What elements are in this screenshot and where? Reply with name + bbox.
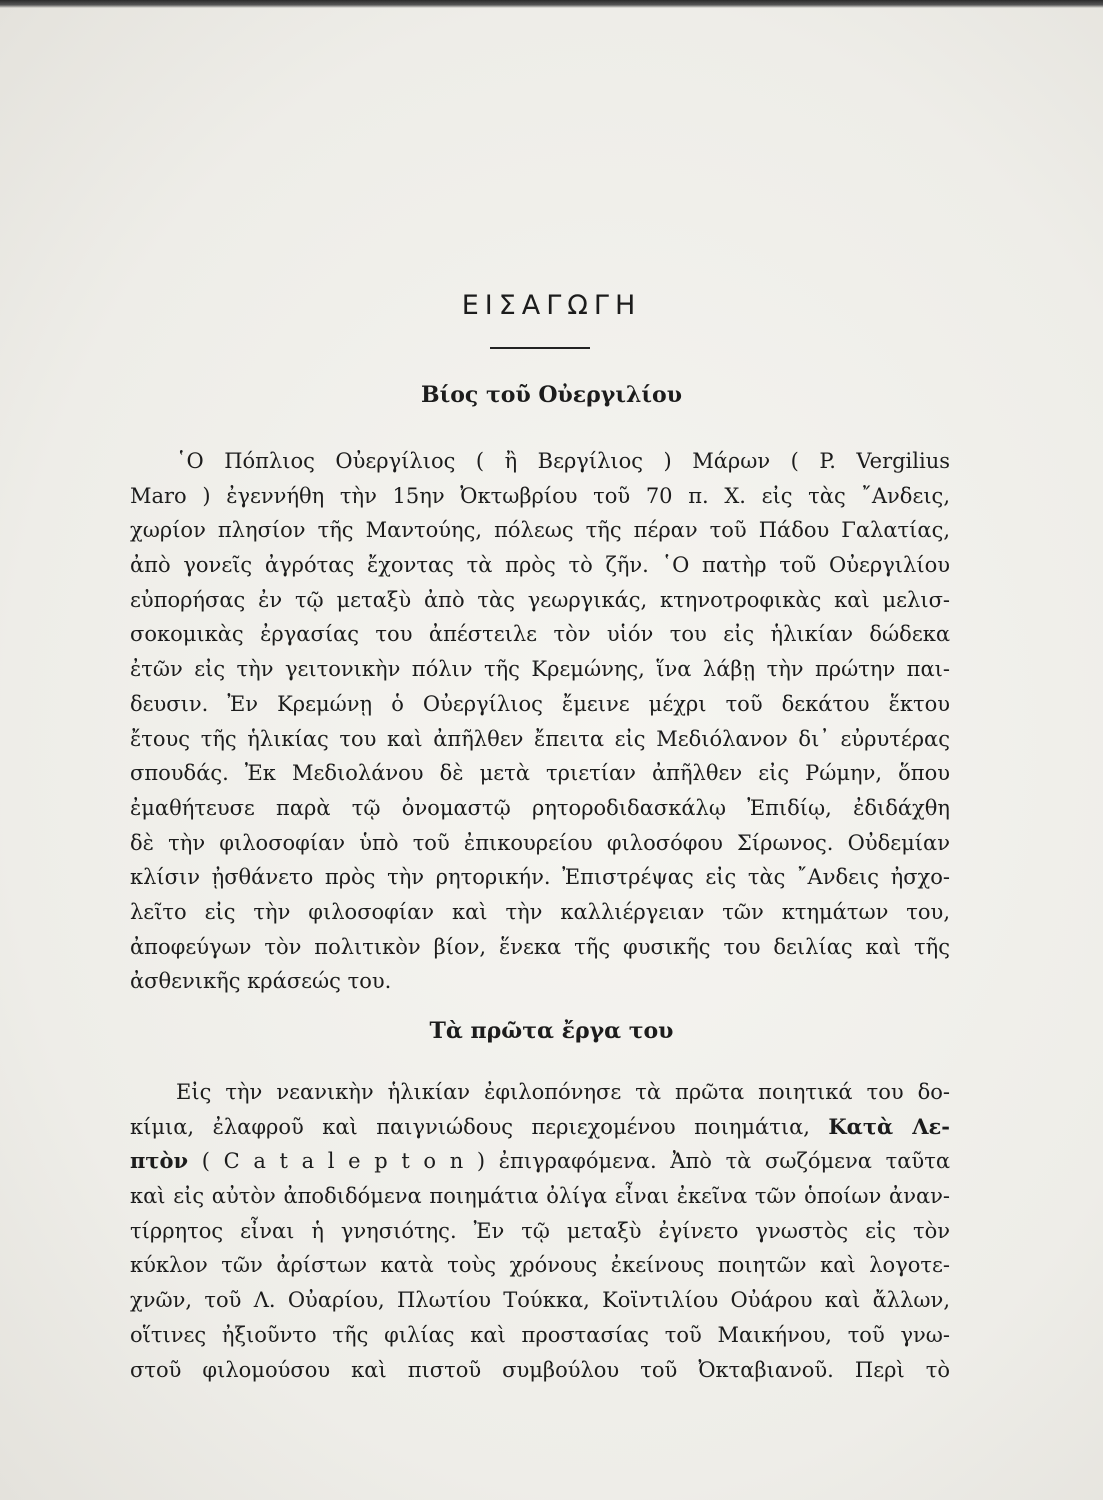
paragraph-early-works [130, 1075, 950, 1387]
section-title-life: Βίος τοῦ Οὐεργιλίου [421, 382, 682, 408]
text-line: ἀπὸ γονεῖς ἀγρότας ἔχοντας τὰ πρὸς τὸ ζῆν. ῾Ο πατὴρ τοῦ Οὐεργιλίου [130, 553, 950, 578]
text-line: χωρίον πλησίον τῆς Μαντούης, πόλεως τῆς πέραν τοῦ Πάδου Γαλατίας, [130, 518, 950, 543]
text-line: δὲ τὴν φιλοσοφίαν ὑπὸ τοῦ ἐπικουρείου φιλοσόφου Σίρωνος. Οὐδεμίαν [130, 830, 950, 855]
text-line: σπουδάς. Ἐκ Μεδιολάνου δὲ μετὰ τριετίαν ἀπῆλθεν εἰς Ρώμην, ὅπου [130, 761, 950, 786]
text-line: εὐπορήσας ἐν τῷ μεταξὺ ἀπὸ τὰς γεωργικάς, κτηνοτροφικὰς καὶ μελισ- [130, 587, 950, 612]
text-line: ἐτῶν εἰς τὴν γειτονικὴν πόλιν τῆς Κρεμώνης, ἵνα λάβῃ τὴν πρώτην παι- [130, 657, 950, 682]
text-line: καὶ εἰς αὐτὸν ἀποδιδόμενα ποιημάτια ὀλίγα εἶναι ἐκεῖνα τῶν ὁποίων ἀναν- [130, 1184, 950, 1209]
page-heading: ΕΙΣΑΓΩΓΗ [461, 290, 642, 321]
text-line: δευσιν. Ἐν Κρεμώνῃ ὁ Οὐεργίλιος ἔμεινε μέχρι τοῦ δεκάτου ἕκτου [130, 691, 950, 716]
text-line: Maro ) ἐγεννήθη τὴν 15ην Ὀκτωβρίου τοῦ 70 π. Χ. εἰς τὰς ῎Ανδεις, [130, 483, 950, 508]
text-line: ἐμαθήτευσε παρὰ τῷ ὀνομαστῷ ρητοροδιδασκάλῳ Ἐπιδίῳ, ἐδιδάχθη [130, 795, 950, 820]
text-line: ἔτους τῆς ἡλικίας του καὶ ἀπῆλθεν ἔπειτα εἰς Μεδιόλανον δι᾽ εὐρυτέρας [130, 726, 950, 751]
text-run: κίμια, ἐλαφροῦ καὶ παιγνιώδους περιεχομένου ποιημάτια, [130, 1114, 810, 1139]
paragraph-life [130, 444, 950, 999]
section-title-early-works: Τὰ πρῶτα ἔργα του [429, 1018, 674, 1044]
text-line: κύκλον τῶν ἀρίστων κατὰ τοὺς χρόνους ἐκείνους ποιητῶν καὶ λογοτε- [130, 1253, 950, 1278]
text-line: στοῦ φιλομούσου καὶ πιστοῦ συμβούλου τοῦ Ὀκταβιανοῦ. Περὶ τὸ [130, 1357, 950, 1382]
text-line: χνῶν, τοῦ Λ. Οὐαρίου, Πλωτίου Τούκκα, Κοϊντιλίου Οὐάρου καὶ ἄλλων, [130, 1288, 950, 1313]
text-line [130, 1144, 950, 1179]
heading-divider [490, 347, 590, 349]
text-run: ( C a t a l e p t o n ) ἐπιγραφόμενα. Ἀπὸ τὰ σωζόμενα ταῦτα [201, 1149, 950, 1174]
text-line: ἀποφεύγων τὸν πολιτικὸν βίον, ἕνεκα τῆς φυσικῆς του δειλίας καὶ τῆς [130, 934, 950, 959]
text-line: Εἰς τὴν νεανικὴν ἡλικίαν ἐφιλοπόνησε τὰ πρῶτα ποιητικά του δο- [176, 1080, 950, 1104]
text-line: τίρρητος εἶναι ἡ γνησιότης. Ἐν τῷ μεταξὺ ἐγίνετο γνωστὸς εἰς τὸν [130, 1218, 950, 1243]
page-top-edge [0, 0, 1103, 8]
text-line: ῾Ο Πόπλιος Οὐεργίλιος ( ἢ Βεργίλιος ) Μάρων ( P. Vergilius [176, 449, 950, 473]
bold-term: πτὸν [130, 1148, 189, 1174]
text-line: λεῖτο εἰς τὴν φιλοσοφίαν καὶ τὴν καλλιέργειαν τῶν κτημάτων του, [130, 899, 950, 924]
text-line [130, 1110, 950, 1145]
bold-term: Κατὰ Λε- [828, 1113, 950, 1139]
text-line: σοκομικὰς ἐργασίας του ἀπέστειλε τὸν υἱόν του εἰς ἡλικίαν δώδεκα [130, 622, 950, 647]
text-line: ἀσθενικῆς κράσεώς του. [130, 969, 392, 994]
text-line: κλίσιν ᾐσθάνετο πρὸς τὴν ρητορικήν. Ἐπιστρέψας εἰς τὰς ῎Ανδεις ἠσχο- [130, 865, 950, 890]
text-line: οἵτινες ἠξιοῦντο τῆς φιλίας καὶ προστασίας τοῦ Μαικήνου, τοῦ γνω- [130, 1322, 950, 1347]
